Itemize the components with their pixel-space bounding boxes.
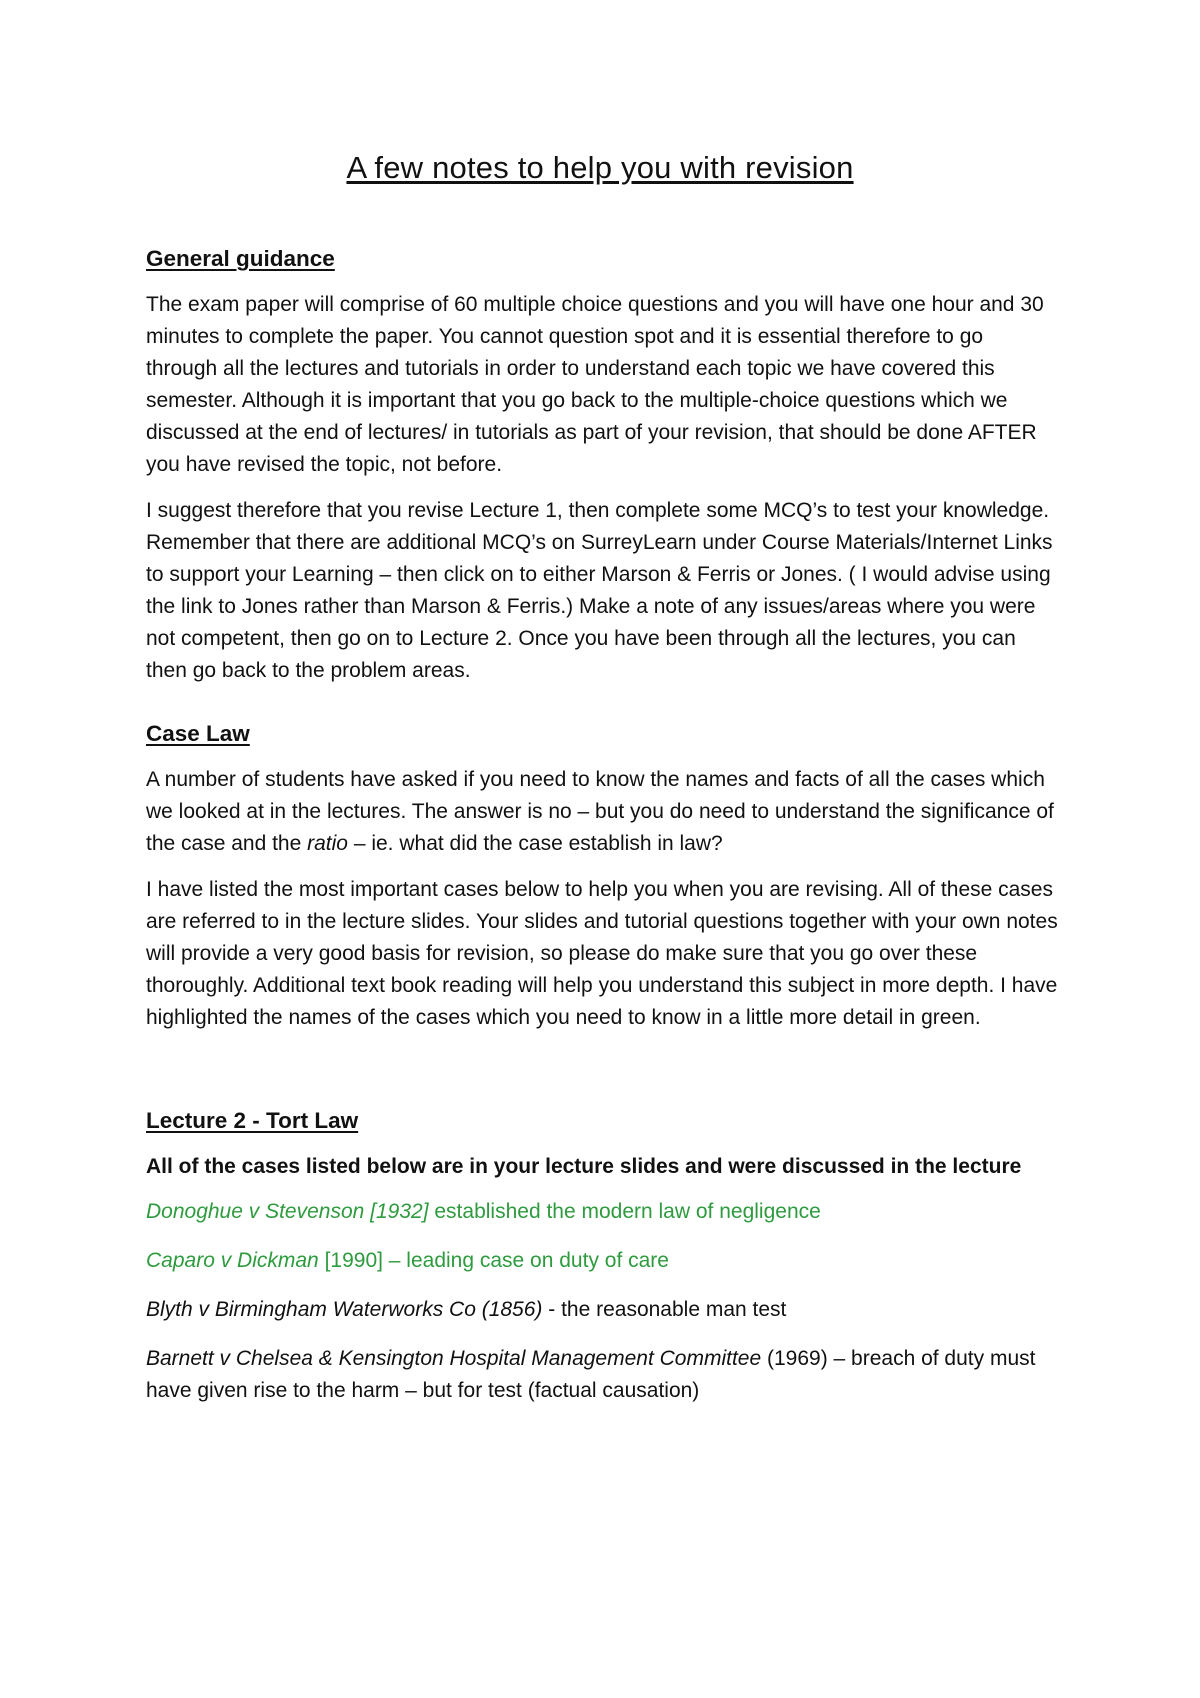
- general-guidance-paragraph-1: The exam paper will comprise of 60 multiple choice questions and you will have one hour and 30 minutes to complete the paper. You cannot question spot and it is essential therefore to go through all the lectures and tutorials in order to understand each topic we have covered this semester. Although it is important that you go back to the multiple-choice questions which we discussed at the end of lectures/ in tutorials as part of your revision, that should be done AFTER you have revised the topic, not before.: [146, 293, 1044, 476]
- general-guidance-heading: General guidance: [146, 246, 335, 271]
- case-description: (1969) – breach of duty must have given rise to the harm – but for test (factual causation): [146, 1347, 1036, 1402]
- case-name: Barnett v Chelsea & Kensington Hospital Management Committee: [146, 1347, 762, 1370]
- general-guidance-section: [146, 289, 1058, 701]
- case-law-paragraph-2: I have listed the most important cases below to help you when you are revising. All of these cases are referred to in the lecture slides. Your slides and tutorial questions together with your own notes will provide a very good basis for revision, so please do make sure that you go over these thoroughly. Additional text book reading will help you understand this subject in more depth. I have highlighted the names of the cases which you need to know in a little more detail in green.: [146, 878, 1058, 1029]
- lecture-2-intro: All of the cases listed below are in your lecture slides and were discussed in the lecture: [146, 1155, 1022, 1178]
- case-description: - the reasonable man test: [542, 1298, 787, 1321]
- case-entry-donoghue: [146, 1196, 1058, 1228]
- case-name: Caparo v Dickman: [146, 1249, 319, 1272]
- case-law-paragraph-1: [146, 764, 1058, 860]
- lecture-2-heading: Lecture 2 - Tort Law: [146, 1108, 359, 1133]
- case-law-section: [146, 764, 1058, 1048]
- case-entry-barnett: [146, 1343, 1058, 1407]
- case-law-heading: Case Law: [146, 721, 250, 746]
- lecture-2-section: [146, 1151, 1058, 1424]
- case-description: established the modern law of negligence: [428, 1200, 821, 1223]
- case-name: Blyth v Birmingham Waterworks Co (1856): [146, 1298, 543, 1321]
- case-entry-blyth: [146, 1294, 1058, 1326]
- case-law-p1-text-after: – ie. what did the case establish in law?: [347, 832, 723, 855]
- case-name: Donoghue v Stevenson [1932]: [146, 1200, 429, 1223]
- page-title: A few notes to help you with revision: [346, 150, 854, 185]
- general-guidance-paragraph-2: I suggest therefore that you revise Lecture 1, then complete some MCQ’s to test your knowledge. Remember that there are additional MCQ’s on SurreyLearn under Course Materials/Internet Links to support your Learning – then click on to either Marson & Ferris or Jones. ( I would advise using the link to Jones rather than Marson & Ferris.) Make a note of any issues/areas where you were not competent, then go on to Lecture 2. Once you have been through all the lectures, you can then go back to the problem areas.: [146, 499, 1053, 682]
- case-entry-caparo: [146, 1245, 1058, 1277]
- case-description: [1990] – leading case on duty of care: [318, 1249, 669, 1272]
- case-law-p1-text-before: A number of students have asked if you need to know the names and facts of all the cases which we looked at in the lectures. The answer is no – but you do need to understand the significance of the case and the: [146, 768, 1054, 855]
- ratio-term: ratio: [307, 832, 348, 855]
